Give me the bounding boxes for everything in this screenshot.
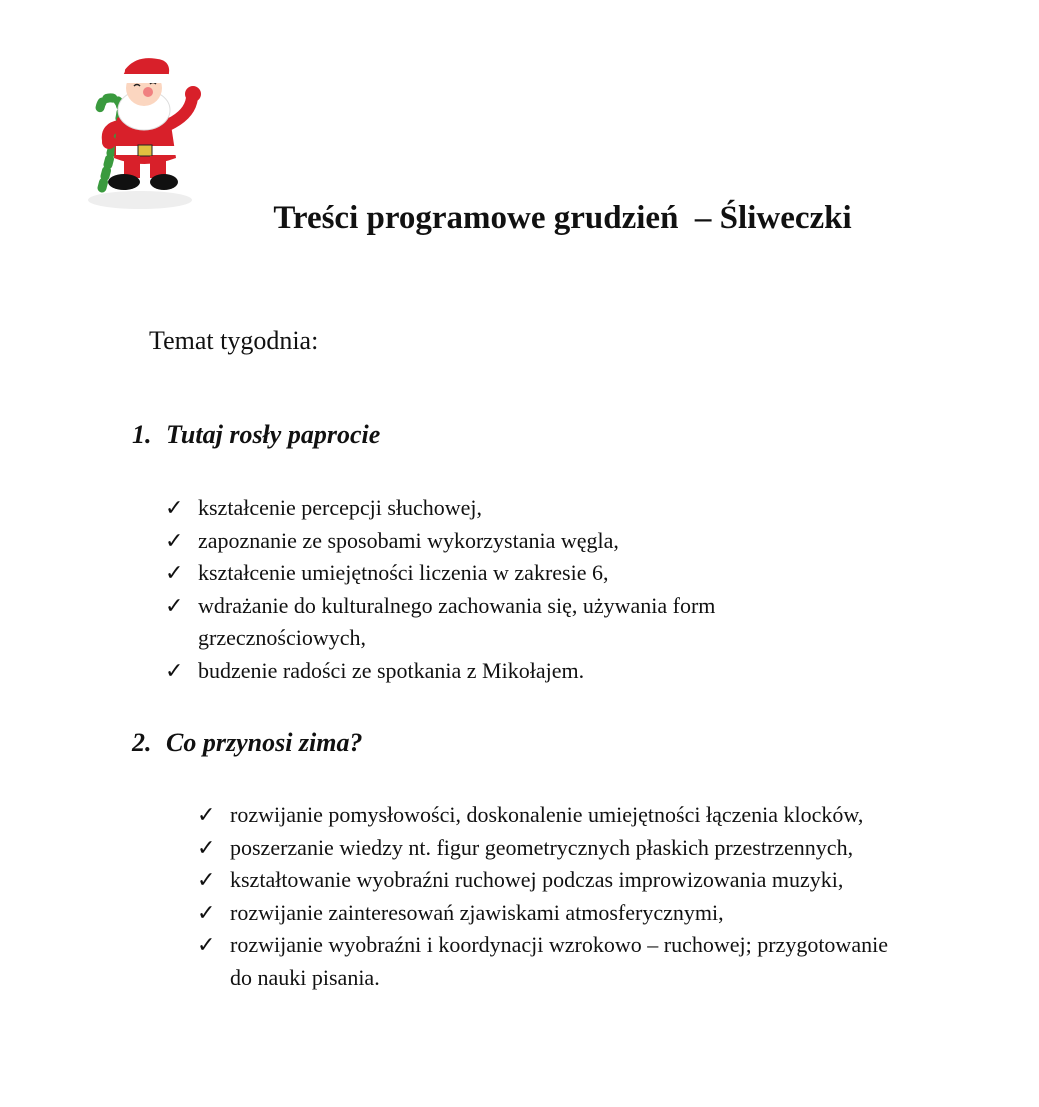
checkmark-icon: ✓ — [197, 932, 216, 957]
list-item — [165, 525, 845, 558]
section-title: Co przynosi zima? — [166, 728, 363, 757]
list-item-text: budzenie radości ze spotkania z Mikołajem. — [198, 657, 585, 683]
list-item-text: poszerzanie wiedzy nt. figur geometrycznych płaskich przestrzennych, — [230, 834, 854, 860]
week-topic-label: Temat tygodnia: — [149, 326, 319, 355]
list-item-text: kształcenie umiejętności liczenia w zakresie 6, — [198, 560, 609, 585]
list-item — [197, 799, 897, 832]
list-item — [165, 655, 845, 688]
list-item-text: wdrażanie do kulturalnego zachowania się, używania form grzecznościowych, — [198, 592, 716, 650]
list-item-text: rozwijanie wyobraźni i koordynacji wzrokowo – ruchowej; przygotowanie do nauki pisania. — [230, 932, 888, 990]
checkmark-icon: ✓ — [197, 899, 216, 925]
checkmark-icon: ✓ — [165, 592, 184, 618]
list-item-text: kształtowanie wyobraźni ruchowej podczas improwizowania muzyki, — [230, 867, 844, 892]
section-heading-2 — [132, 728, 363, 758]
checkmark-icon: ✓ — [165, 527, 184, 553]
section-title: Tutaj rosły paprocie — [166, 420, 381, 449]
checkmark-icon: ✓ — [197, 867, 216, 892]
checkmark-icon: ✓ — [165, 495, 184, 520]
section-number: 1. — [132, 420, 152, 449]
checkmark-icon: ✓ — [197, 834, 216, 860]
checkmark-icon: ✓ — [165, 560, 184, 585]
list-item — [165, 557, 845, 590]
section-heading-1 — [132, 420, 380, 450]
list-item-text: rozwijanie pomysłowości, doskonalenie umiejętności łączenia klocków, — [230, 802, 864, 827]
document-title: Treści programowe grudzień – Śliweczki — [273, 200, 852, 236]
list-item-text: rozwijanie zainteresowań zjawiskami atmosferycznymi, — [230, 899, 724, 925]
section-2-goals-list — [197, 799, 897, 994]
list-item-text: zapoznanie ze sposobami wykorzystania węgla, — [198, 527, 619, 553]
list-item — [197, 864, 897, 897]
list-item — [165, 492, 845, 525]
section-number: 2. — [132, 728, 152, 757]
list-item — [197, 929, 897, 994]
santa-clipart — [72, 48, 202, 218]
section-1-goals-list — [165, 492, 845, 687]
list-item — [197, 832, 897, 865]
checkmark-icon: ✓ — [197, 802, 216, 827]
list-item — [197, 897, 897, 930]
checkmark-icon: ✓ — [165, 657, 184, 683]
list-item — [165, 590, 845, 655]
list-item-text: kształcenie percepcji słuchowej, — [198, 495, 483, 520]
